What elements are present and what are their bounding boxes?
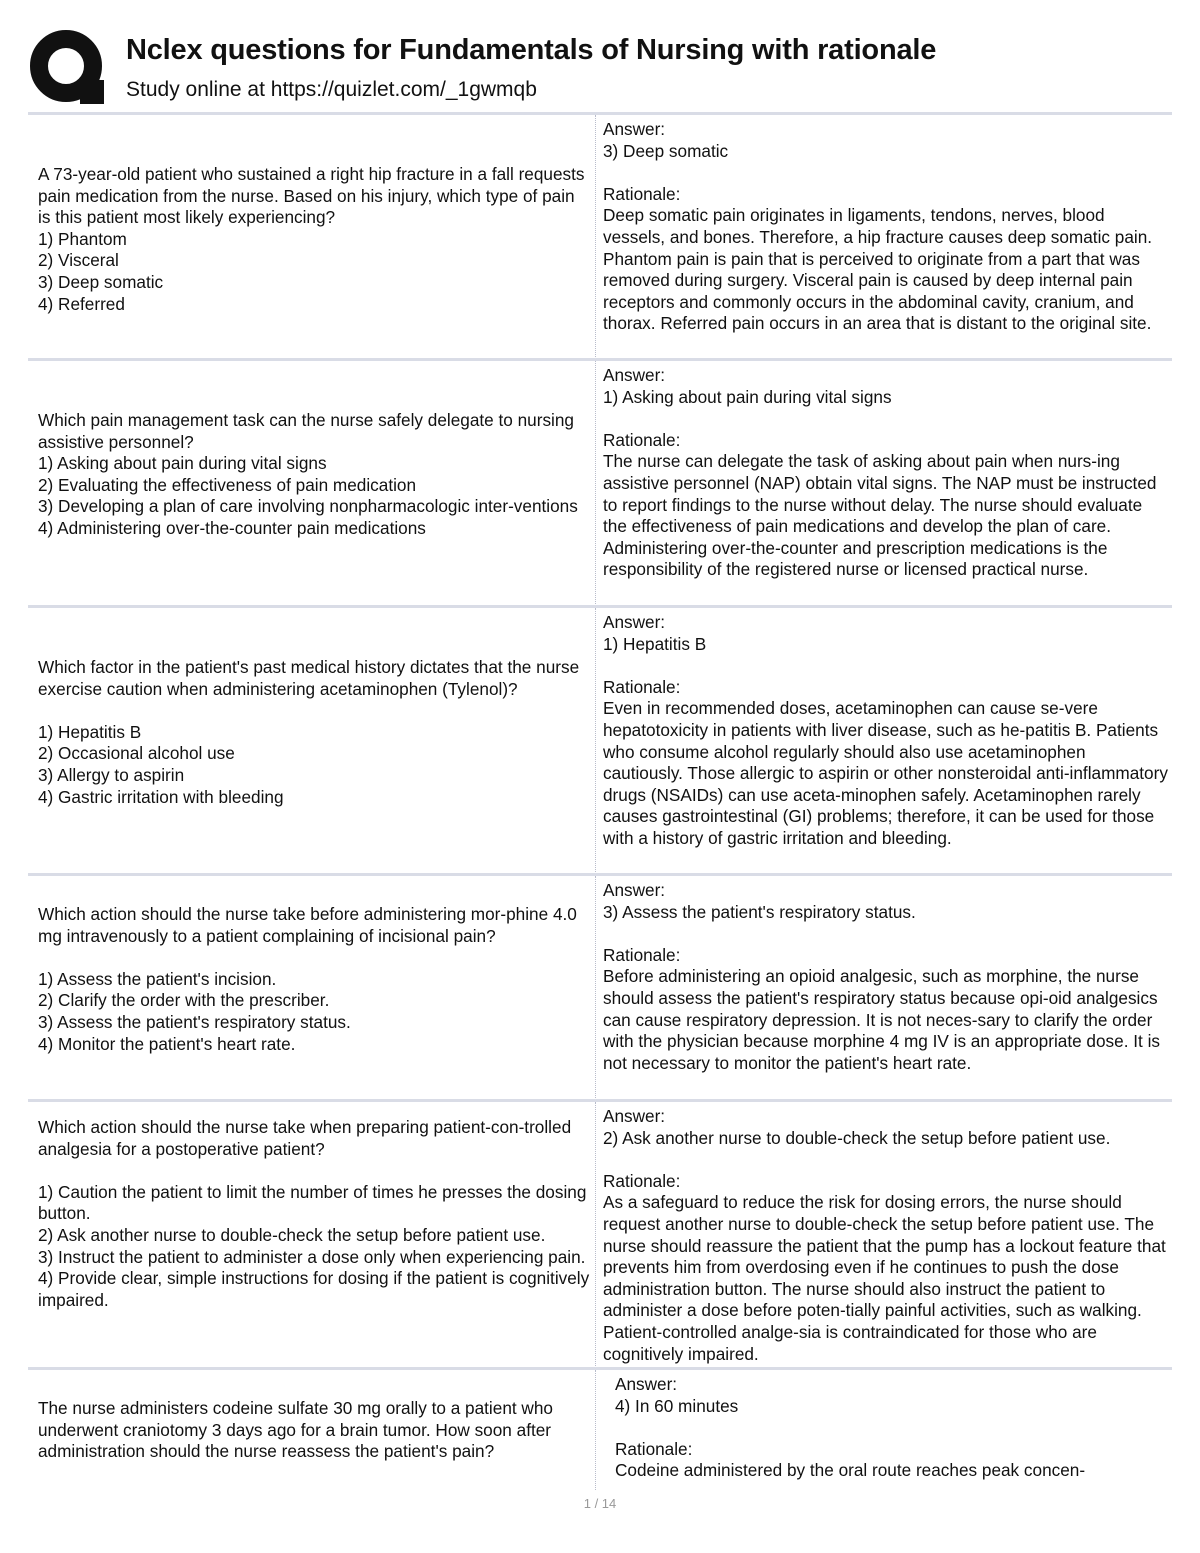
question-text: Which pain management task can the nurse safely delegate to nursing assistive personnel? 1) Asking about pain during vital signs 2) Evaluating the effectiveness of pain medication 3) Developing a plan of care involving nonpharmacologic inter-ventions 4) Administering over-the-counter pain medications (38, 410, 578, 538)
answer-text: 3) Assess the patient's respiratory status. (603, 901, 916, 922)
rationale-label: Rationale: (603, 183, 681, 204)
answer-label: Answer: (603, 365, 666, 385)
answer-block (603, 612, 1173, 850)
flashcard (28, 605, 1172, 876)
rationale-label: Rationale: (603, 944, 681, 965)
flashcard (28, 1099, 1172, 1370)
spacer (603, 655, 1169, 677)
answer-label: Answer: (603, 119, 666, 139)
answer-text: 1) Hepatitis B (603, 633, 707, 654)
question-text: Which factor in the patient's past medical history dictates that the nurse exercise caution when administering acetaminophen (Tylenol)? 1) Hepatitis B 2) Occasional alcohol use 3) Allergy to aspirin 4) Gastric irritation with bleeding (38, 657, 580, 807)
rationale-text: Deep somatic pain originates in ligaments, tendons, nerves, blood vessels, and bones. Therefore, a hip fracture causes deep somatic pain. Phantom pain is pain that is perceived to originate from a part that was removed during surgery. Visceral pain is caused by deep internal pain receptors and commonly occurs in the abdominal cavity, cranium, and thorax. Referred pain occurs in an area that is distant to the original site. (603, 205, 1157, 334)
answer-block (615, 1374, 1181, 1482)
rationale-label: Rationale: (615, 1438, 693, 1459)
spacer (603, 162, 1169, 184)
rationale-label: Rationale: (603, 676, 681, 697)
spacer (603, 923, 1169, 945)
card-divider (595, 1102, 596, 1370)
answer-text: 3) Deep somatic (603, 140, 729, 161)
card-divider (595, 1370, 596, 1490)
question-text: Which action should the nurse take when preparing patient-con-trolled analgesia for a postoperative patient? 1) Caution the patient to limit the number of times he presses the dosing button. 2) Ask another nurse to double-check the setup before patient use. 3) Instruct the patient to administer a dose only when experiencing pain. 4) Provide clear, simple instructions for dosing if the patient is cognitively impaired. (38, 1117, 590, 1310)
rationale-text: The nurse can delegate the task of asking about pain when nurs-ing assistive personnel (NAP) obtain vital signs. The NAP must be instructed to report findings to the nurse without delay. The nurse should evaluate the effectiveness of pain medications and develop the plan of care. Administering over-the-counter and prescription medications is the responsibility of the registered nurse or licensed practical nurse. (603, 451, 1162, 580)
answer-text: 4) In 60 minutes (615, 1395, 739, 1416)
flashcard (28, 873, 1172, 1102)
answer-block (603, 119, 1169, 335)
study-online-url[interactable]: Study online at https://quizlet.com/_1gwmqb (126, 78, 537, 101)
rationale-text: Before administering an opioid analgesic, such as morphine, the nurse should assess the patient's respiratory status because opi-oid analgesics can cause respiratory depression. It is not neces-sary to clarify the order with the physician because morphine 4 mg IV is an appropriate dose. It is not necessary to monitor the patient's heart rate. (603, 966, 1165, 1073)
answer-label: Answer: (603, 612, 666, 632)
answer-block (603, 1106, 1169, 1365)
answer-text: 1) Asking about pain during vital signs (603, 386, 892, 407)
card-divider (595, 608, 596, 876)
spacer (603, 408, 1169, 430)
quizlet-q-logo-icon (28, 28, 108, 108)
question-text: The nurse administers codeine sulfate 30 mg orally to a patient who underwent craniotomy 3 days ago for a brain tumor. How soon after administration should the nurse reassess the patient's pain? (38, 1398, 558, 1462)
rationale-label: Rationale: (603, 429, 681, 450)
card-divider (595, 361, 596, 608)
question-text: Which action should the nurse take before administering mor-phine 4.0 mg intravenously to a patient complaining of incisional pain? 1) Assess the patient's incision. 2) Clarify the order with the prescriber. 3) Assess the patient's respiratory status. 4) Monitor the patient's heart rate. (38, 904, 577, 1054)
answer-label: Answer: (603, 880, 666, 900)
answer-block (603, 365, 1169, 581)
rationale-text: As a safeguard to reduce the risk for dosing errors, the nurse should request another nurse to double-check the setup before patient use. The nurse should reassure the patient that the pump has a lockout feature that prevents him from overdosing even if he continues to push the dose administration button. The nurse should also instruct the patient to administer a dose before poten-tially painful activities, such as walking. Patient-controlled analge-sia is contraindicated for those who are cognitively impaired. (603, 1192, 1171, 1364)
answer-label: Answer: (615, 1374, 678, 1394)
spacer (615, 1417, 1181, 1439)
spacer (603, 1149, 1169, 1171)
question-text: A 73-year-old patient who sustained a right hip fracture in a fall requests pain medication from the nurse. Based on his injury, which type of pain is this patient most likely experiencing? 1) Phantom 2) Visceral 3) Deep somatic 4) Referred (38, 164, 585, 314)
answer-label: Answer: (603, 1106, 666, 1126)
flashcard (28, 358, 1172, 608)
card-divider (595, 115, 596, 361)
answer-text: 2) Ask another nurse to double-check the setup before patient use. (603, 1127, 1111, 1148)
flashcard (28, 1367, 1172, 1490)
page-header (28, 28, 1178, 108)
answer-block (603, 880, 1169, 1074)
rationale-text: Codeine administered by the oral route reaches peak concen- (615, 1460, 1086, 1481)
page-title: Nclex questions for Fundamentals of Nursing with rationale (126, 34, 937, 66)
flashcard (28, 112, 1172, 361)
card-divider (595, 876, 596, 1102)
page-number: 1 / 14 (583, 1496, 617, 1511)
rationale-label: Rationale: (603, 1170, 681, 1191)
rationale-text: Even in recommended doses, acetaminophen can cause se-vere hepatotoxicity in patients with liver disease, such as he-patitis B. Patients who consume alcohol regularly should also use acetaminophen cautiously. Those allergic to aspirin or other nonsteroidal anti-inflammatory drugs (NSAIDs) can use aceta-minophen safely. Acetaminophen rarely causes gastrointestinal (GI) problems; therefore, it can be used for those with a history of gastric irritation and bleeding. (603, 698, 1173, 848)
